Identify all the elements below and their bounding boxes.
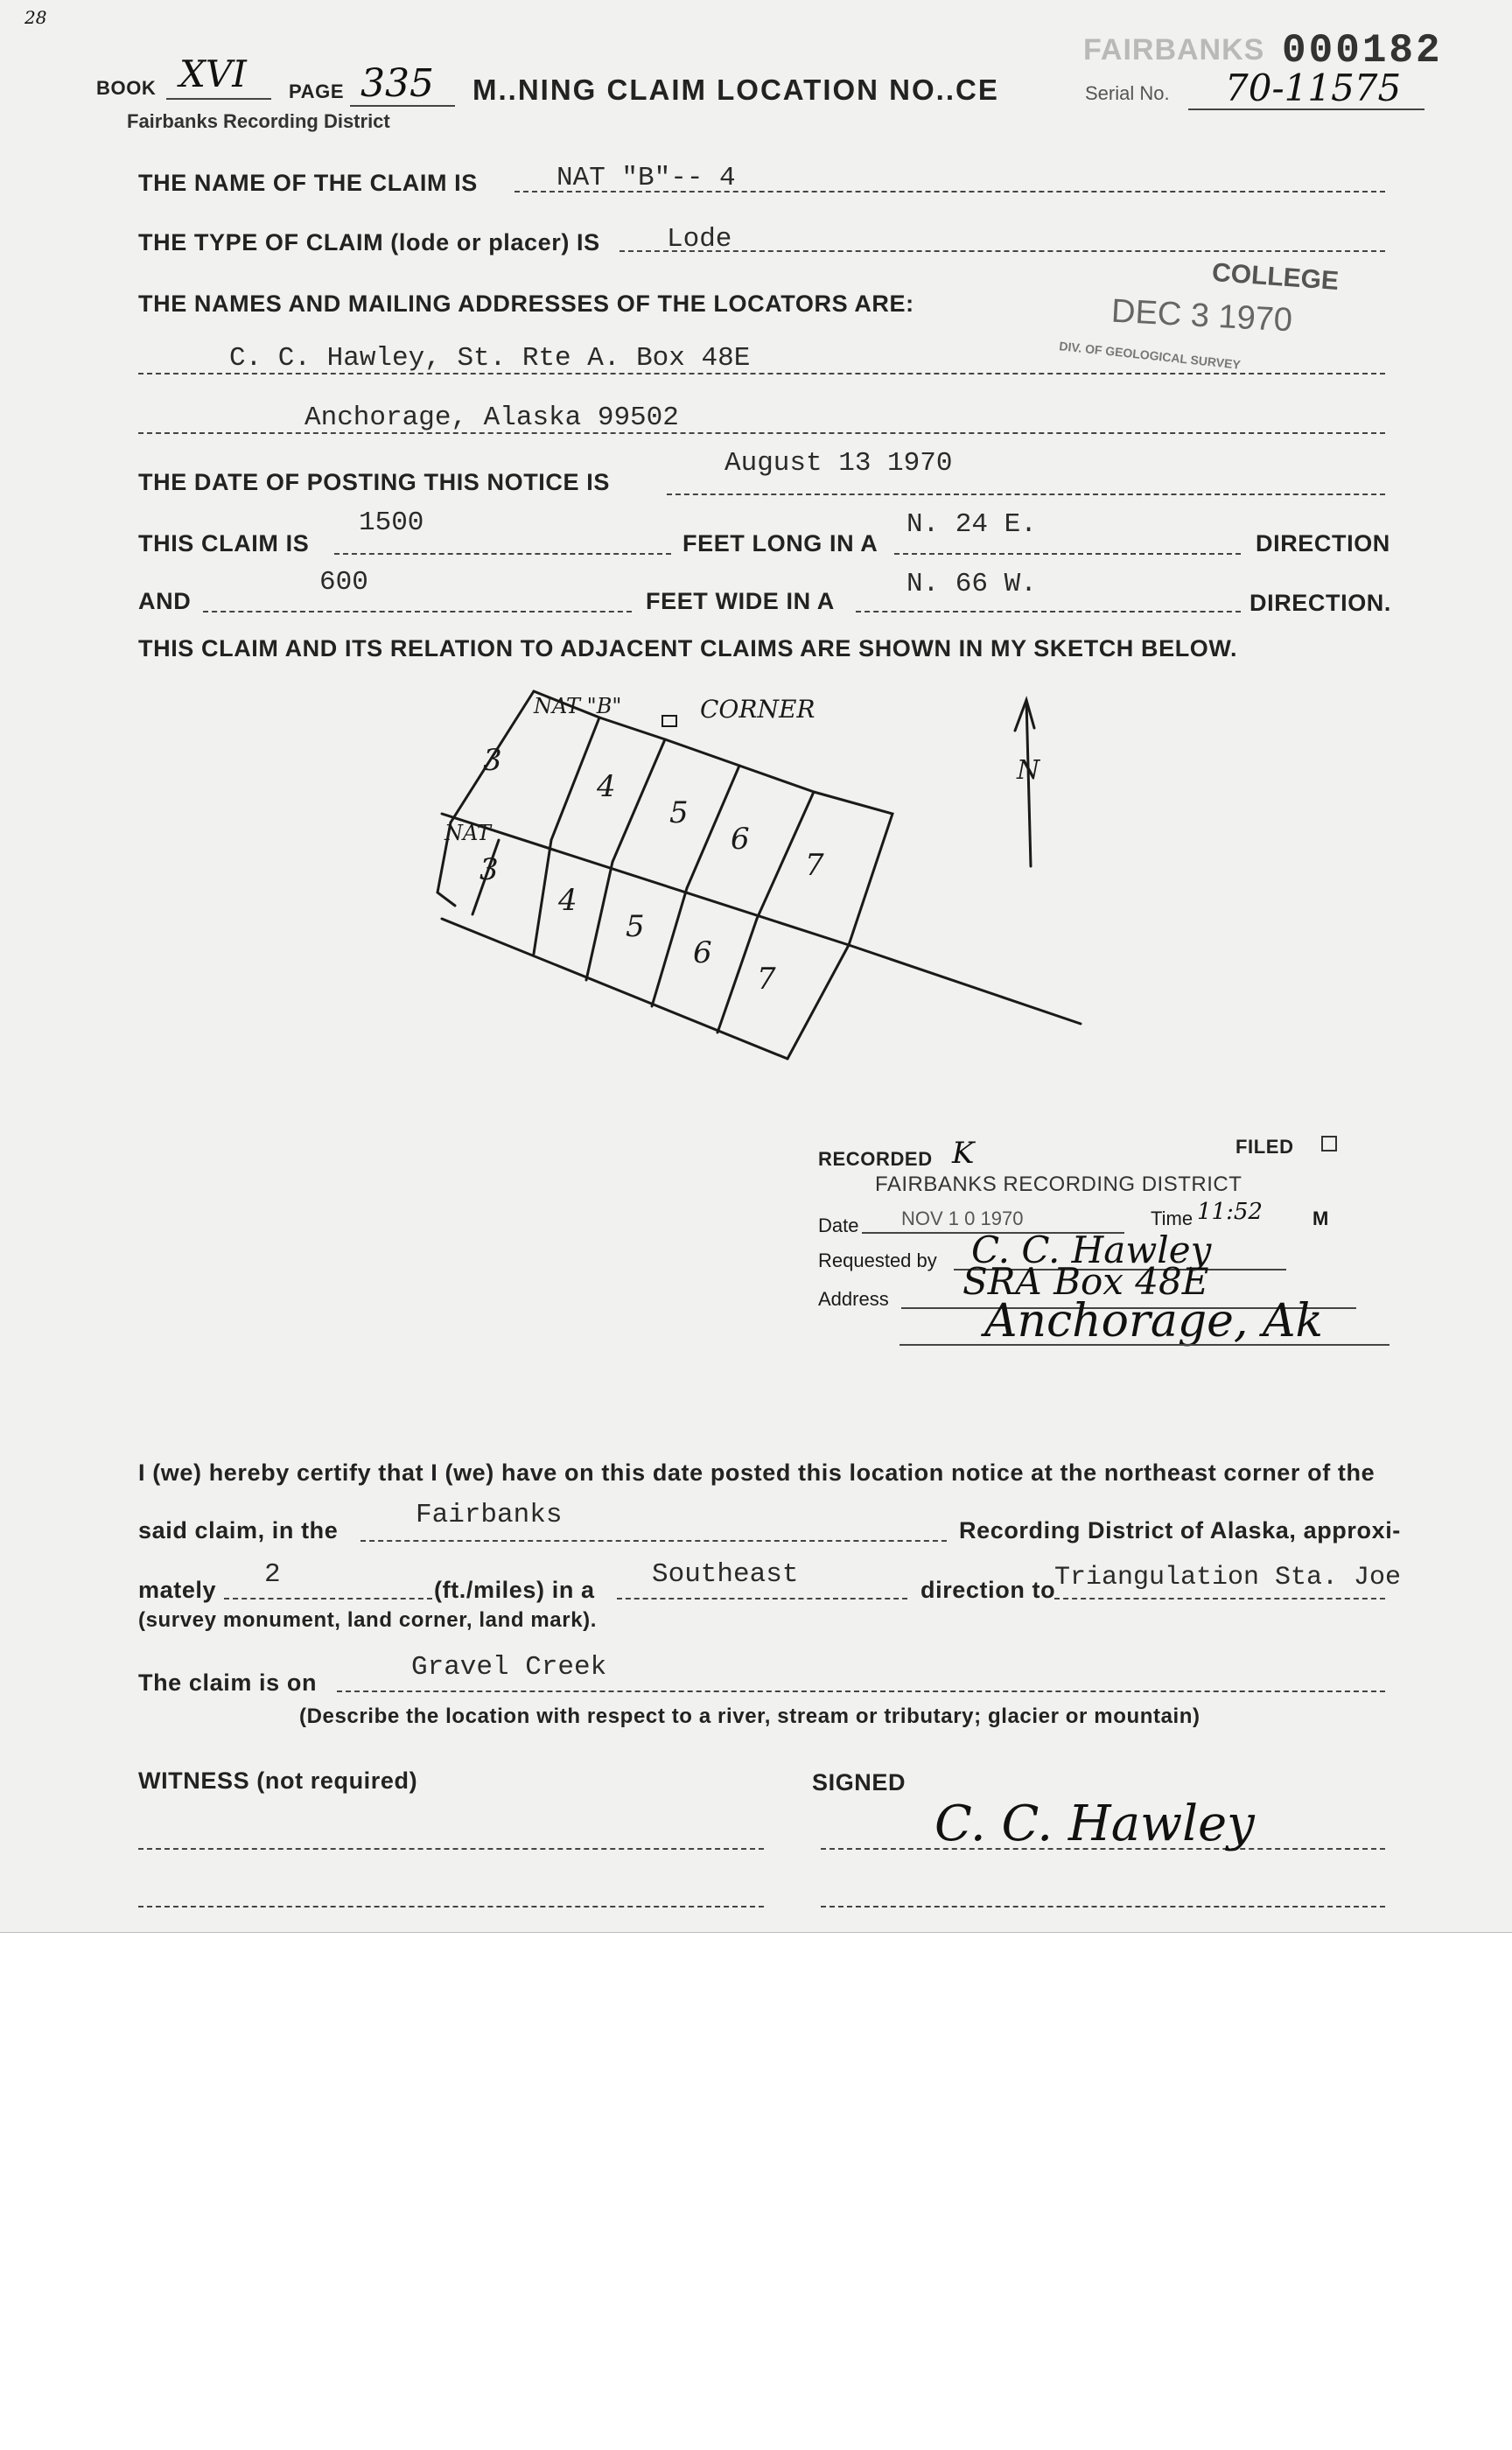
date-value: NOV 1 0 1970 [901,1208,1024,1229]
date-label: Date [818,1214,859,1236]
certification-district: Fairbanks [416,1500,563,1530]
width-line [203,611,632,612]
distance-line [224,1598,432,1600]
claim-type-value: Lode [667,224,732,255]
width-label-b: FEET WIDE IN A [646,588,835,614]
signature-line-2 [821,1906,1385,1908]
sketch-upper-4: 4 [597,769,616,804]
sketch-lower-label: NAT [444,821,492,845]
sketch-lower-5: 5 [626,909,645,944]
locators-label: THE NAMES AND MAILING ADDRESSES OF THE LOCATORS ARE: [138,290,914,317]
sketch-lower-6: 6 [693,935,712,970]
time-value: 11:52 [1197,1199,1263,1225]
serial-value: 70-11575 [1225,66,1402,109]
locator-name-address: C. C. Hawley, St. Rte A. Box 48E [229,343,751,374]
page-value: 335 [360,61,434,106]
claim-sketch [402,665,1102,1085]
sketch-lower-3: 3 [480,852,499,887]
describe-note: (Describe the location with respect to a river, stream or tributary; glacier or mountain) [299,1704,1200,1728]
sketch-lower-4: 4 [558,883,578,918]
certification-line-2a: said claim, in the [138,1517,339,1544]
length-direction: N. 24 E. [906,509,1037,540]
claim-on-value: Gravel Creek [411,1652,607,1683]
witness-line-2 [138,1906,764,1908]
length-label-b: FEET LONG IN A [682,530,878,556]
address-line-1: SRA Box 48E [962,1260,1209,1303]
sketch-label: THIS CLAIM AND ITS RELATION TO ADJACENT CLAIMS ARE SHOWN IN MY SKETCH BELOW. [138,635,1238,662]
page-label: PAGE [289,80,345,102]
office-stamp: FAIRBANKS [1083,33,1265,66]
sketch-upper-3: 3 [483,743,502,778]
claim-type-label: THE TYPE OF CLAIM (lode or placer) IS [138,229,600,256]
recorded-label: RECORDED [818,1148,933,1170]
witness-label: WITNESS (not required) [138,1768,418,1794]
corner-marker [662,716,676,726]
time-label: Time [1151,1208,1194,1229]
claim-name-label: THE NAME OF THE CLAIM IS [138,170,478,196]
claim-name-value: NAT "B"-- 4 [556,163,736,193]
certification-line-2b: Recording District of Alaska, approxi- [959,1517,1401,1544]
book-line [166,98,271,100]
direction-label: DIRECTION [1256,530,1390,556]
sketch-upper-6: 6 [731,822,750,857]
length-direction-line [894,553,1241,555]
district-field-line [360,1540,947,1542]
certification-line-3a: mately [138,1577,217,1603]
book-label: BOOK [96,77,157,99]
recorded-mark: K [952,1136,975,1171]
width-value: 600 [319,567,368,598]
claim-on-label: The claim is on [138,1670,318,1696]
filed-label: FILED [1236,1136,1294,1158]
college-stamp-name: COLLEGE [1211,257,1340,297]
certification-distance: 2 [264,1559,281,1590]
sketch-corner-label: CORNER [700,695,816,724]
certification-units: (ft./miles) in a [434,1577,595,1603]
direction-field-line [617,1598,907,1600]
posting-label: THE DATE OF POSTING THIS NOTICE IS [138,469,610,495]
requested-label: Requested by [818,1250,937,1271]
document-number: 000182 [1282,28,1443,74]
college-stamp-date: DEC 3 1970 [1110,292,1293,340]
address-line-rule-2 [900,1344,1390,1346]
witness-line-1 [138,1848,764,1850]
sketch-lower-7: 7 [757,962,776,997]
college-stamp-division: DIV. OF GEOLOGICAL SURVEY [1058,339,1242,372]
length-line [334,553,671,555]
claim-type-line [620,250,1385,252]
certification-line-3b: direction to [920,1577,1056,1603]
certification-line-4: (survey monument, land corner, land mark). [138,1608,597,1632]
width-label: AND [138,588,192,614]
certification-line-1: I (we) hereby certify that I (we) have on this date posted this location notice at the northeast corner of the [138,1460,1376,1486]
address-label: Address [818,1288,889,1310]
certification-direction: Southeast [652,1559,799,1590]
posting-value: August 13 1970 [724,448,953,479]
locator-city: Anchorage, Alaska 99502 [304,402,679,433]
length-label: THIS CLAIM IS [138,530,310,556]
district-name: Fairbanks Recording District [127,110,390,132]
length-value: 1500 [359,508,424,538]
north-label: N [1017,755,1040,786]
form-title: M..NING CLAIM LOCATION NO..CE [472,74,999,106]
filed-checkbox [1321,1136,1337,1152]
page-corner-note: 28 [24,7,47,28]
direction-label-2: DIRECTION. [1250,590,1392,616]
recording-district: FAIRBANKS RECORDING DISTRICT [875,1172,1242,1196]
serial-label: Serial No. [1085,82,1170,104]
time-suffix: M [1312,1208,1329,1229]
requested-value: C. C. Hawley [971,1228,1212,1271]
width-direction: N. 66 W. [906,569,1037,599]
sketch-upper-5: 5 [669,795,689,830]
posting-line [667,494,1385,495]
signature: C. C. Hawley [934,1796,1255,1852]
serial-line [1188,108,1424,110]
width-direction-line [856,611,1241,612]
address-line-2: Anchorage, Ak [984,1295,1324,1348]
certification-target: Triangulation Sta. Joe [1054,1563,1402,1592]
book-value: XVI [179,52,247,95]
sketch-upper-7: 7 [805,848,824,883]
signed-label: SIGNED [812,1769,906,1796]
sketch-upper-label: NAT "B" [534,694,622,718]
page-line [350,105,455,107]
claim-on-line [337,1690,1385,1692]
target-field-line [1054,1598,1385,1600]
